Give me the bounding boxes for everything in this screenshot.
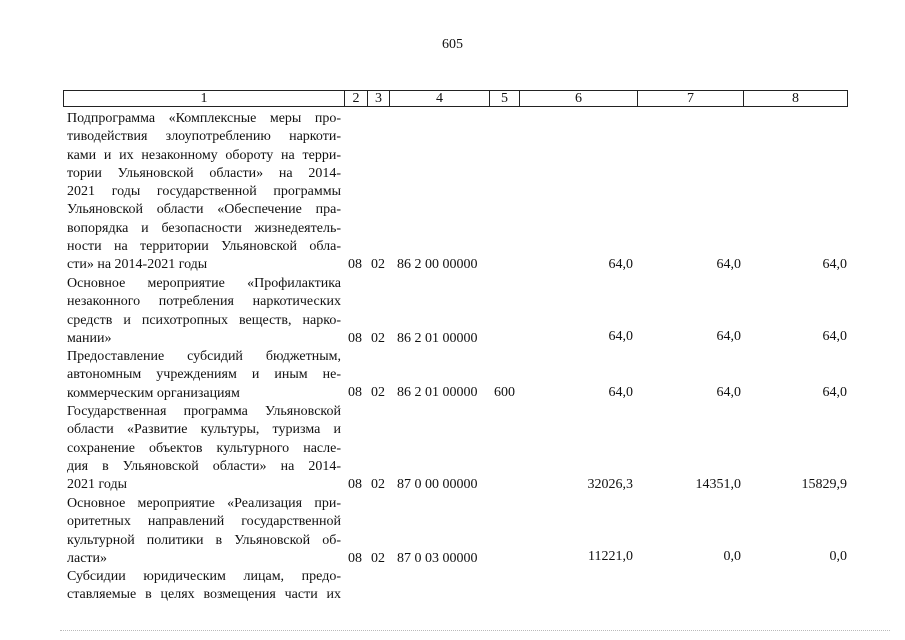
row-name — [67, 495, 341, 568]
row-sum-2: 14351,0 — [695, 477, 741, 492]
row-rz: 08 — [348, 551, 362, 566]
row-rz: 08 — [348, 257, 362, 272]
column-header-7: 7 — [638, 91, 744, 106]
row-sum-2: 0,0 — [723, 549, 741, 564]
row-name-line: ности на территории Ульяновской обла- — [67, 239, 341, 255]
row-name-line: области «Развитие культуры, туризма и — [67, 422, 341, 438]
row-name-line: сохранение объектов культурного насле- — [67, 440, 341, 456]
row-name-line: оритетных направлений государственной — [67, 514, 341, 530]
row-name-line: коммерческим организациям — [67, 385, 240, 401]
row-name-line: Подпрограмма «Комплексные меры про- — [67, 111, 341, 126]
row-name-line: ками и их незаконному обороту на терри- — [67, 147, 341, 163]
row-rz: 08 — [348, 477, 362, 492]
row-rz: 08 — [348, 331, 362, 346]
row-csr: 86 2 00 00000 — [397, 257, 478, 272]
row-sum-2: 64,0 — [716, 329, 741, 344]
scan-edge-noise — [60, 630, 890, 632]
row-name — [67, 275, 341, 348]
row-csr: 86 2 01 00000 — [397, 331, 478, 346]
row-name-line: Основное мероприятие «Профилактика — [67, 276, 341, 291]
row-name-line: культурной политики в Ульяновской об- — [67, 532, 341, 548]
row-name-line: Ульяновской области «Обеспечение пра- — [67, 202, 341, 218]
row-sum-3: 64,0 — [822, 385, 847, 400]
page-number: 605 — [442, 37, 463, 52]
row-csr: 86 2 01 00000 — [397, 385, 478, 400]
row-sum-3: 64,0 — [822, 257, 847, 272]
row-name-line: Предоставление субсидий бюджетным, — [67, 349, 341, 364]
row-name-line: автономным учреждениям и иным не- — [67, 367, 341, 383]
row-sum-1: 64,0 — [608, 385, 633, 400]
row-name-line: ласти» — [67, 550, 108, 566]
row-csr: 87 0 00 00000 — [397, 477, 478, 492]
column-header-3: 3 — [368, 91, 390, 106]
row-name-line: Основное мероприятие «Реализация при- — [67, 496, 341, 511]
row-name — [67, 348, 341, 403]
row-vr: 600 — [494, 385, 515, 400]
row-name-line: ставляемые в целях возмещения части их — [67, 587, 341, 603]
row-sum-1: 64,0 — [608, 257, 633, 272]
row-pr: 02 — [371, 477, 385, 492]
row-name-line: дия в Ульяновской области» на 2014- — [67, 458, 341, 474]
row-name-line: сти» на 2014-2021 годы — [67, 257, 208, 273]
row-name-line: 2021 годы — [67, 477, 128, 493]
row-name-line: мании» — [67, 330, 112, 346]
row-csr: 87 0 03 00000 — [397, 551, 478, 566]
row-name-line: Государственная программа Ульяновской — [67, 404, 341, 419]
row-sum-2: 64,0 — [716, 385, 741, 400]
row-sum-1: 64,0 — [608, 329, 633, 344]
column-header-8: 8 — [792, 91, 799, 106]
column-header-2: 2 — [345, 91, 368, 106]
row-name-line: средств и психотропных веществ, нарко- — [67, 312, 341, 328]
row-name-line: незаконного потребления наркотических — [67, 294, 341, 310]
row-sum-3: 0,0 — [829, 549, 847, 564]
column-header-1: 1 — [64, 91, 345, 106]
column-header-5: 5 — [490, 91, 520, 106]
column-header-6: 6 — [520, 91, 638, 106]
row-sum-1: 11221,0 — [588, 549, 633, 564]
row-name — [67, 568, 341, 605]
row-name-line: тории Ульяновской области» на 2014- — [67, 165, 341, 181]
column-header-4: 4 — [390, 91, 490, 106]
row-name — [67, 110, 341, 275]
row-sum-2: 64,0 — [716, 257, 741, 272]
row-pr: 02 — [371, 385, 385, 400]
row-name-line: 2021 годы государственной программы — [67, 184, 341, 200]
row-pr: 02 — [371, 551, 385, 566]
row-sum-3: 15829,9 — [801, 477, 847, 492]
row-name-line: Субсидии юридическим лицам, предо- — [67, 569, 341, 584]
row-name — [67, 403, 341, 494]
column-number-header — [63, 90, 848, 107]
row-name-line: вопорядка и безопасности жизнедеятель- — [67, 220, 341, 236]
row-name-line: тиводействия злоупотреблению наркоти- — [67, 129, 341, 145]
row-rz: 08 — [348, 385, 362, 400]
row-pr: 02 — [371, 331, 385, 346]
row-sum-3: 64,0 — [822, 329, 847, 344]
row-sum-1: 32026,3 — [587, 477, 633, 492]
row-pr: 02 — [371, 257, 385, 272]
